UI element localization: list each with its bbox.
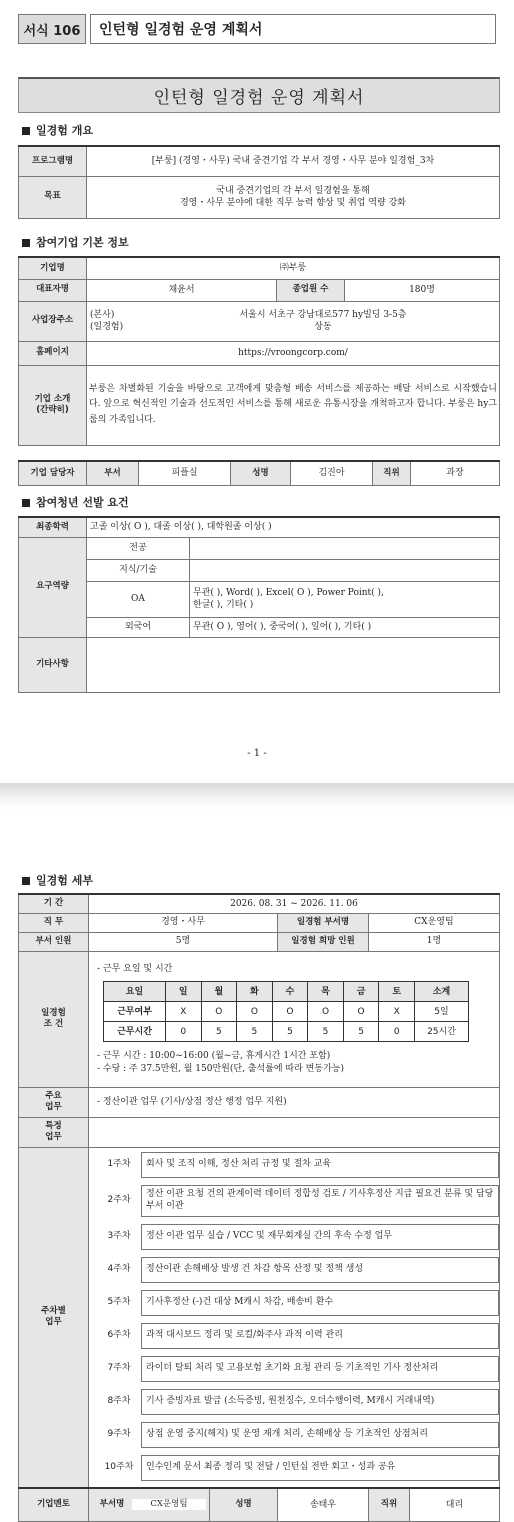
week-task: 정산 이관 업무 실습 / VCC 및 재무회계실 간의 후속 수정 업무 xyxy=(141,1224,499,1250)
week-label: 9주차 xyxy=(107,1429,131,1440)
schedule-header-cell: 토 xyxy=(379,982,415,1002)
company-intro-value: 부룽은 차별화된 기술을 바탕으로 고객에게 맞춤형 배송 서비스를 제공하는 배달 서비스로 시작했습니다. 앞으로 혁신적인 기술과 선도적인 서비스를 통해 새로운 유통시장을 개척하고자 합니다. 부룽은 hy그룹의 가족입니다. xyxy=(87,365,500,445)
schedule-cell: 0 xyxy=(166,1022,202,1042)
work-tag: (일경험) xyxy=(90,322,124,332)
schedule-cell: X xyxy=(166,1002,202,1022)
section-detail-heading: 일경험 세부 xyxy=(22,872,93,888)
goal-label: 목표 xyxy=(19,176,87,218)
week-label: 7주차 xyxy=(107,1363,131,1374)
schedule-cell: 5 xyxy=(272,1022,308,1042)
week-label: 3주차 xyxy=(107,1231,131,1242)
page-2 xyxy=(0,809,514,1515)
period-label: 기 간 xyxy=(19,894,89,913)
week-label: 6주차 xyxy=(107,1330,131,1341)
address-label: 사업장주소 xyxy=(19,301,87,341)
schedule-hours-row xyxy=(104,1022,469,1042)
goal-value xyxy=(87,176,500,218)
schedule-cell: 5 xyxy=(308,1022,344,1042)
oa-label: OA xyxy=(87,581,190,617)
week-row xyxy=(97,1356,499,1382)
requirements-table xyxy=(18,516,500,693)
week-row xyxy=(97,1290,499,1316)
ceo-label: 대표자명 xyxy=(19,279,87,301)
week-task: 기사 증빙자료 발급 (소득증빙, 원천징수, 오더수행이력, M캐시 거래내역) xyxy=(141,1389,499,1415)
week-row xyxy=(97,1422,499,1448)
period-value: 2026. 08. 31 ~ 2026. 11. 06 xyxy=(89,894,500,913)
schedule-cell: O xyxy=(343,1002,379,1022)
company-name-value: ㈜부룽 xyxy=(87,257,500,279)
manager-name-value: 김진아 xyxy=(291,461,373,485)
overview-table xyxy=(18,145,500,219)
manager-position-value: 과장 xyxy=(411,461,500,485)
week-row xyxy=(97,1257,499,1283)
week-label: 2주차 xyxy=(107,1195,131,1206)
hope-count-value: 1명 xyxy=(369,932,500,951)
work-time: - 근무 시간 : 10:00~16:00 (월~금, 휴게시간 1시간 포함) xyxy=(97,1051,331,1062)
schedule-header-cell: 요일 xyxy=(104,982,166,1002)
condition-label: 일경험 조 건 xyxy=(19,951,89,1087)
schedule-workday-row xyxy=(104,1002,469,1022)
pay: - 수당 : 주 37.5만원, 월 150만원(단, 출석률에 따라 변동가능) xyxy=(97,1063,344,1074)
staff-count-value: 5명 xyxy=(89,932,278,951)
major-label: 전공 xyxy=(87,537,190,559)
week-row xyxy=(97,1224,499,1250)
schedule-header-cell: 목 xyxy=(308,982,344,1002)
company-intro-label: 기업 소개 (간략히) xyxy=(19,365,87,445)
program-name-value: [부룽] (경영・사무) 국내 중견기업 각 부서 경영・사무 분야 일경험_3차 xyxy=(87,146,500,176)
hq-address: 서울시 서초구 강남대로577 hy빌딩 3-5층 xyxy=(239,309,407,320)
etc-value xyxy=(87,637,500,692)
homepage-link[interactable]: https://vroongcorp.com/ xyxy=(87,341,500,365)
manager-position-label: 직위 xyxy=(373,461,411,485)
schedule-cell: 0 xyxy=(379,1022,415,1042)
employee-count-value: 180명 xyxy=(345,279,500,301)
schedule-header-cell: 금 xyxy=(343,982,379,1002)
square-bullet-icon xyxy=(22,127,30,135)
language-value: 무관( O ), 영어( ), 중국어( ), 일어( ), 기타( ) xyxy=(190,617,500,637)
mentor-dept-label: 부서명 CX운영팀 xyxy=(89,1488,210,1522)
page-number: - 1 - xyxy=(247,748,267,759)
square-bullet-icon xyxy=(22,239,30,247)
work-dept-label: 일경험 부서명 xyxy=(278,913,369,932)
manager-table xyxy=(18,460,500,486)
mentor-name-label: 성명 xyxy=(210,1488,278,1522)
week-label: 10주차 xyxy=(104,1462,134,1473)
major-value xyxy=(190,537,500,559)
mentor-label: 기업멘토 xyxy=(19,1488,89,1522)
schedule-cell: 근무시간 xyxy=(104,1022,166,1042)
mentor-position-label: 직위 xyxy=(369,1488,410,1522)
job-label: 직 무 xyxy=(19,913,89,932)
week-row xyxy=(97,1185,499,1217)
schedule-header-cell: 월 xyxy=(201,982,237,1002)
knowledge-label: 지식/기술 xyxy=(87,559,190,581)
week-task: 상점 운영 중지(해지) 및 운영 재개 처리, 손해배상 등 기초적인 상점처리 xyxy=(141,1422,499,1448)
schedule-cell: O xyxy=(272,1002,308,1022)
knowledge-value xyxy=(190,559,500,581)
schedule-cell: 근무여부 xyxy=(104,1002,166,1022)
section-overview-heading: 일경험 개요 xyxy=(22,122,93,138)
company-name-label: 기업명 xyxy=(19,257,87,279)
ceo-value: 채윤서 xyxy=(87,279,277,301)
form-header xyxy=(18,14,496,44)
week-task: 인수인계 문서 최종 정리 및 전달 / 인턴십 전반 회고・성과 공유 xyxy=(141,1455,499,1481)
schedule-table xyxy=(103,981,469,1042)
week-row xyxy=(97,1455,499,1481)
weekly-task-list xyxy=(89,1147,500,1488)
schedule-cell: O xyxy=(308,1002,344,1022)
form-title: 인턴형 일경험 운영 계획서 xyxy=(90,14,496,44)
schedule-header-cell: 소계 xyxy=(415,982,469,1002)
education-value: 고졸 이상( O ), 대졸 이상( ), 대학원졸 이상( ) xyxy=(87,517,500,537)
week-row xyxy=(97,1389,499,1415)
manager-label: 기업 담당자 xyxy=(19,461,87,485)
detail-table xyxy=(18,893,500,1522)
employee-count-label: 종업원 수 xyxy=(277,279,345,301)
staff-count-label: 부서 인원 xyxy=(19,932,89,951)
work-address: 상동 xyxy=(314,322,332,332)
document-title: 인턴형 일경험 운영 계획서 xyxy=(18,77,500,113)
schedule-header-cell: 수 xyxy=(272,982,308,1002)
schedule-cell: X xyxy=(379,1002,415,1022)
week-label: 5주차 xyxy=(107,1297,131,1308)
week-row xyxy=(97,1323,499,1349)
competency-label: 요구역량 xyxy=(19,537,87,637)
square-bullet-icon xyxy=(22,877,30,885)
job-value: 경영・사무 xyxy=(89,913,278,932)
special-task-label: 특정 업무 xyxy=(19,1117,89,1147)
section-company-heading: 참여기업 기본 정보 xyxy=(22,234,129,250)
schedule-cell: 25시간 xyxy=(415,1022,469,1042)
hours-title: - 근무 요일 및 시간 xyxy=(97,964,173,975)
special-task-value xyxy=(89,1117,500,1147)
condition-value xyxy=(89,951,500,1087)
hq-address-row xyxy=(90,309,496,321)
etc-label: 기타사항 xyxy=(19,637,87,692)
education-label: 최종학력 xyxy=(19,517,87,537)
oa-value: 무관( ), Word( ), Excel( O ), Power Point( ), 한글( ), 기타( ) xyxy=(190,581,500,617)
goal-line-1: 국내 중견기업의 각 부서 일경험을 통해 xyxy=(216,185,370,196)
address-value xyxy=(87,301,500,341)
week-label: 4주차 xyxy=(107,1264,131,1275)
square-bullet-icon xyxy=(22,499,30,507)
week-task: 정산이관 손해배상 발생 건 차감 항목 산정 및 정책 생성 xyxy=(141,1257,499,1283)
week-row xyxy=(97,1152,499,1178)
schedule-cell: 5 xyxy=(343,1022,379,1042)
week-task: 회사 및 조직 이해, 정산 처리 규정 및 절차 교육 xyxy=(141,1152,499,1178)
program-name-label: 프로그램명 xyxy=(19,146,87,176)
schedule-cell: 5 xyxy=(237,1022,273,1042)
goal-line-2: 경영・사무 분야에 대한 직무 능력 향상 및 취업 역량 강화 xyxy=(179,198,407,208)
company-table xyxy=(18,256,500,446)
manager-name-label: 성명 xyxy=(231,461,291,485)
work-address-row xyxy=(90,321,496,333)
manager-dept-label: 부서 xyxy=(87,461,139,485)
week-task: 정산 이관 요청 건의 관계이력 데이터 정합성 검토 / 기사후정산 지급 필요건 분류 및 담당 부서 이관 xyxy=(141,1185,499,1217)
mentor-name-value: 송태우 xyxy=(278,1488,369,1522)
schedule-cell: O xyxy=(237,1002,273,1022)
hope-count-label: 일경험 희망 인원 xyxy=(278,932,369,951)
week-label: 8주차 xyxy=(107,1396,131,1407)
weekly-task-label: 주차별 업무 xyxy=(19,1147,89,1488)
page-divider xyxy=(0,783,514,809)
hq-tag: (본사) xyxy=(90,309,115,320)
schedule-header-cell: 화 xyxy=(237,982,273,1002)
week-task: 과적 대시보드 정리 및 로컬/화주사 과적 이력 관리 xyxy=(141,1323,499,1349)
form-number: 서식 106 xyxy=(18,14,86,44)
schedule-cell: O xyxy=(201,1002,237,1022)
main-task-label: 주요 업무 xyxy=(19,1087,89,1117)
mentor-position-value: 대리 xyxy=(410,1488,500,1522)
week-task: 라이더 탈퇴 처리 및 고용보험 초기화 요청 관리 등 기초적인 기사 정산처리 xyxy=(141,1356,499,1382)
language-label: 외국어 xyxy=(87,617,190,637)
manager-dept-value: 피플실 xyxy=(139,461,231,485)
schedule-header-cell: 일 xyxy=(166,982,202,1002)
mentor-dept-value: CX운영팀 xyxy=(132,1499,206,1510)
schedule-cell: 5일 xyxy=(415,1002,469,1022)
homepage-label: 홈페이지 xyxy=(19,341,87,365)
week-label: 1주차 xyxy=(107,1159,131,1170)
week-task: 기사후정산 (-)건 대상 M캐시 차감, 배송비 환수 xyxy=(141,1290,499,1316)
schedule-cell: 5 xyxy=(201,1022,237,1042)
work-dept-value: CX운영팀 xyxy=(369,913,500,932)
section-requirements-heading: 참여청년 선발 요건 xyxy=(22,494,129,510)
main-task-value: - 정산이관 업무 (기사/상점 정산 행정 업무 지원) xyxy=(89,1087,500,1117)
schedule-header-row xyxy=(104,982,469,1002)
